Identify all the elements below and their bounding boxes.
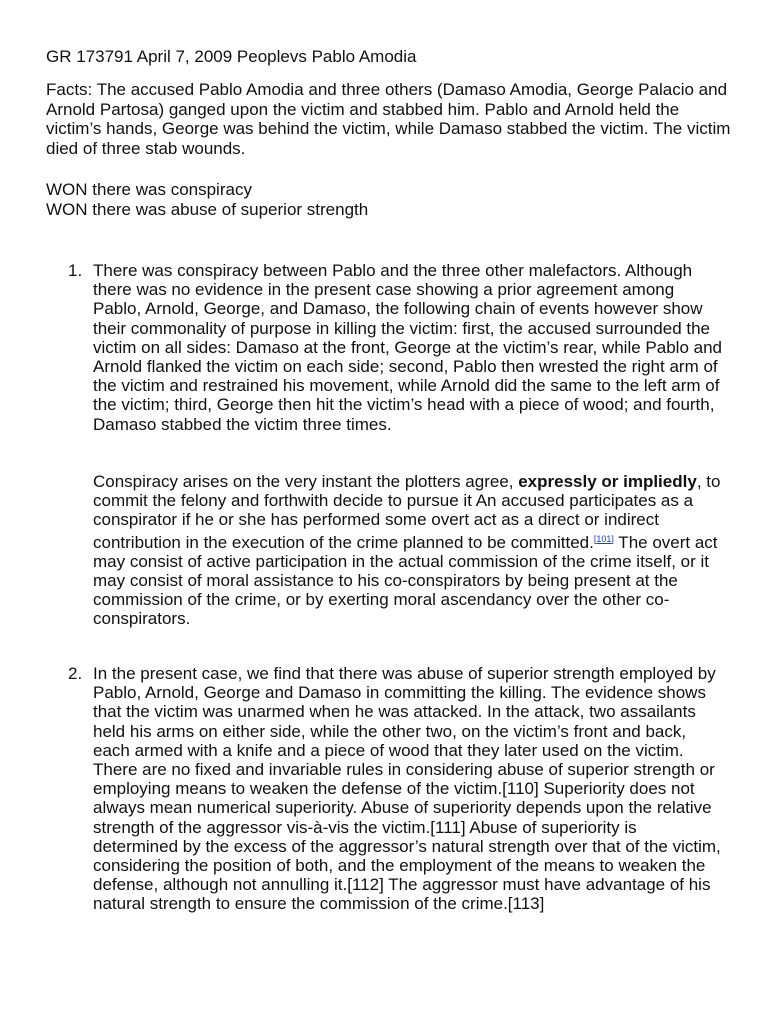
item-2-paragraph-1: In the present case, we find that there was abuse of superior strength employed by Pablo, Arnold, George and Damaso in committing the killing. The evidence shows that the victim was unarmed when he was attacked. In the attack, two assailants held his arms on either side, while the other two, on the victim’s front and back, each armed with a knife and a piece of wood that they later used on the victim. There are no fixed and invariable rules in considering abuse of superior strength or employing means to weaken the defense of the victim.[110] Superiority does not always mean numerical superiority. Abuse of superiority depends upon the relative strength of the aggressor vis-à-vis the victim.[111] Abuse of superiority is determined by the excess of the aggressor’s natural strength over that of the victim, considering the position of both, and the employment of the means to weaken the defense, although not annulling it.[112] The aggressor must have advantage of his natural strength to ensure the commission of the crime.[113] xyxy=(93,664,721,914)
item-number-1: 1. xyxy=(68,261,83,280)
paragraph-2-bold-phrase: expressly or impliedly xyxy=(518,472,697,491)
paragraph-2-start: Conspiracy arises on the very instant the plotters agree, xyxy=(93,472,519,491)
item-1-paragraph-2 xyxy=(93,472,723,629)
issues-block xyxy=(46,180,736,219)
item-1-paragraph-1: There was conspiracy between Pablo and the three other malefactors. Although there was no evidence in the present case showing a prior agreement among Pablo, Arnold, George, and Damaso, the following chain of events however show their commonality of purpose in killing the victim: first, the accused surrounded the victim on all sides: Damaso at the front, George at the victim’s rear, while Pablo and Arnold flanked the victim on each side; second, Pablo then wrested the right arm of the victim and restrained his movement, while Arnold did the same to the left arm of the victim; third, George then hit the victim’s head with a piece of wood; and fourth, Damaso stabbed the victim three times. xyxy=(93,261,722,434)
footnote-link-101[interactable]: [101] xyxy=(593,533,614,544)
issue-conspiracy: WON there was conspiracy xyxy=(46,180,252,199)
paragraph-2-end: The overt act may consist of active participation in the actual commission of the crime itself, or it may consist of moral assistance to his co-conspirators by being present at the commission of the crime, or by exerting moral ascendancy over the other co-conspirators. xyxy=(93,532,718,629)
item-number-2: 2. xyxy=(68,664,83,683)
paragraph-2-middle: , to commit the felony and forthwith decide to pursue it An accused participates as a conspirator if he or she has performed some overt act as a direct or indirect contribution in the execution of the crime planned to be committed. xyxy=(93,472,721,552)
issue-superior-strength: WON there was abuse of superior strength xyxy=(46,199,369,219)
case-title: GR 173791 April 7, 2009 Peoplevs Pablo Amodia xyxy=(46,47,417,66)
facts-paragraph: Facts: The accused Pablo Amodia and three others (Damaso Amodia, George Palacio and Arnold Partosa) ganged upon the victim and stabbed him. Pablo and Arnold held the victim’s hands, George was behind the victim, while Damaso stabbed the victim. The victim died of three stab wounds. xyxy=(46,80,731,158)
